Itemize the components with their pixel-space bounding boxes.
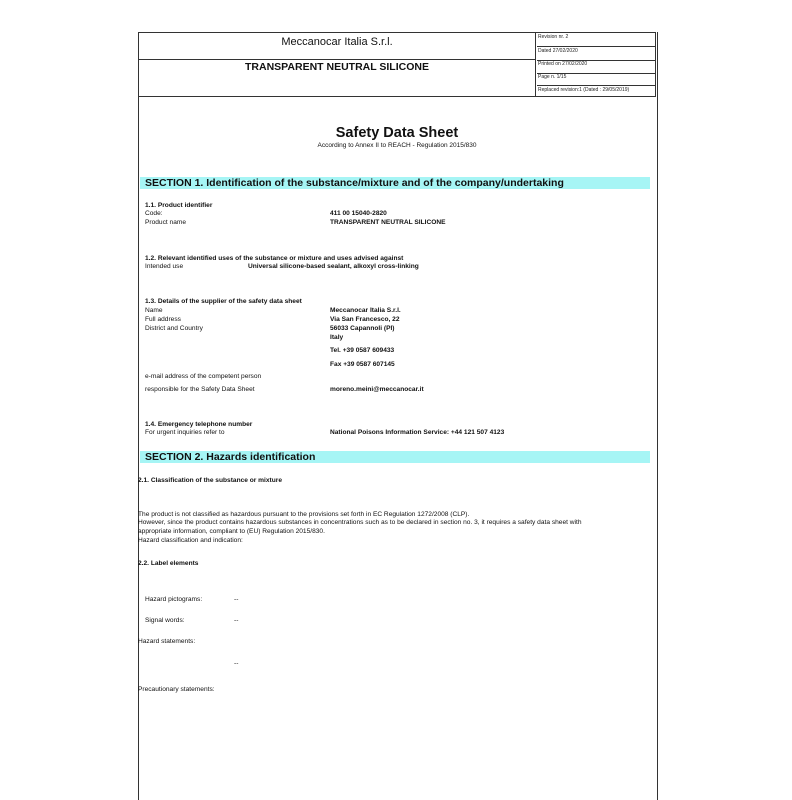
signal-words-value: -- xyxy=(234,617,239,624)
s14-title: 1.4. Emergency telephone number xyxy=(145,421,253,428)
classification-text-3: appropriate information, compliant to (EU) Regulation 2015/830. xyxy=(138,528,325,535)
signal-words-label: Signal words: xyxy=(145,617,185,624)
email-link[interactable]: moreno.meini@meccanocar.it xyxy=(330,386,424,393)
supplier-name-label: Name xyxy=(145,307,163,314)
revision-info xyxy=(537,33,655,96)
printed-date: Printed on 27/02/2020 xyxy=(537,61,656,74)
page-number: Page n. 1/15 xyxy=(537,74,656,86)
product-name-header: TRANSPARENT NEUTRAL SILICONE xyxy=(139,60,536,97)
s22-title: 2.2. Label elements xyxy=(138,560,199,567)
pictograms-value: -- xyxy=(234,596,239,603)
revision-date: Dated 27/02/2020 xyxy=(537,47,656,61)
s21-title: 2.1. Classification of the substance or mixture xyxy=(138,477,283,484)
classification-text-4: Hazard classification and indication: xyxy=(138,537,243,544)
urgent-value: National Poisons Information Service: +44 121 507 4123 xyxy=(330,429,505,436)
urgent-label: For urgent inquiries refer to xyxy=(145,429,225,436)
country-value: Italy xyxy=(330,334,344,341)
district-value: 56033 Capannoli (PI) xyxy=(330,325,395,332)
hazard-statements-value: -- xyxy=(234,660,239,667)
classification-text-1: The product is not classified as hazardous pursuant to the provisions set forth in EC Regulation 1272/2008 (CLP). xyxy=(138,511,470,518)
code-label: Code: xyxy=(145,210,163,217)
company-name: Meccanocar Italia S.r.l. xyxy=(139,33,536,60)
section-2-heading: SECTION 2. Hazards identification xyxy=(140,451,650,463)
document-title: Safety Data Sheet xyxy=(335,125,459,141)
s11-title: 1.1. Product identifier xyxy=(145,202,213,209)
product-label: Product name xyxy=(145,219,187,226)
product-value: TRANSPARENT NEUTRAL SILICONE xyxy=(330,219,446,226)
section-1-heading: SECTION 1. Identification of the substance/mixture and of the company/undertaking xyxy=(140,177,650,189)
address-value: Via San Francesco, 22 xyxy=(330,316,400,323)
supplier-name-value: Meccanocar Italia S.r.l. xyxy=(330,307,401,314)
email-label-2: responsible for the Safety Data Sheet xyxy=(145,386,255,393)
document-subtitle: According to Annex II to REACH - Regulation 2015/830 xyxy=(317,142,477,149)
email-label-1: e-mail address of the competent person xyxy=(145,373,262,380)
use-value: Universal silicone-based sealant, alkoxyl cross-linking xyxy=(248,263,419,270)
document-header xyxy=(138,32,656,97)
code-value: 411 00 15040-2820 xyxy=(330,210,387,217)
s12-title: 1.2. Relevant identified uses of the substance or mixture and uses advised against xyxy=(145,255,404,262)
hazard-statements-label: Hazard statements: xyxy=(138,638,196,645)
telephone: Tel. +39 0587 609433 xyxy=(330,347,395,354)
use-label: Intended use xyxy=(145,263,184,270)
classification-text-2: However, since the product contains hazardous substances in concentrations such as to be declared in section no. 3, it requires a safety data sheet with xyxy=(138,519,582,526)
address-label: Full address xyxy=(145,316,181,323)
s13-title: 1.3. Details of the supplier of the safety data sheet xyxy=(145,298,302,305)
fax: Fax +39 0587 607145 xyxy=(330,361,395,368)
district-label: District and Country xyxy=(145,325,203,332)
replaced-revision: Replaced revision:1 (Dated : 29/05/2019) xyxy=(538,87,630,93)
revision-number: Revision nr. 2 xyxy=(537,34,656,47)
precautionary-statements-label: Precautionary statements: xyxy=(138,686,215,693)
pictograms-label: Hazard pictograms: xyxy=(145,596,203,603)
